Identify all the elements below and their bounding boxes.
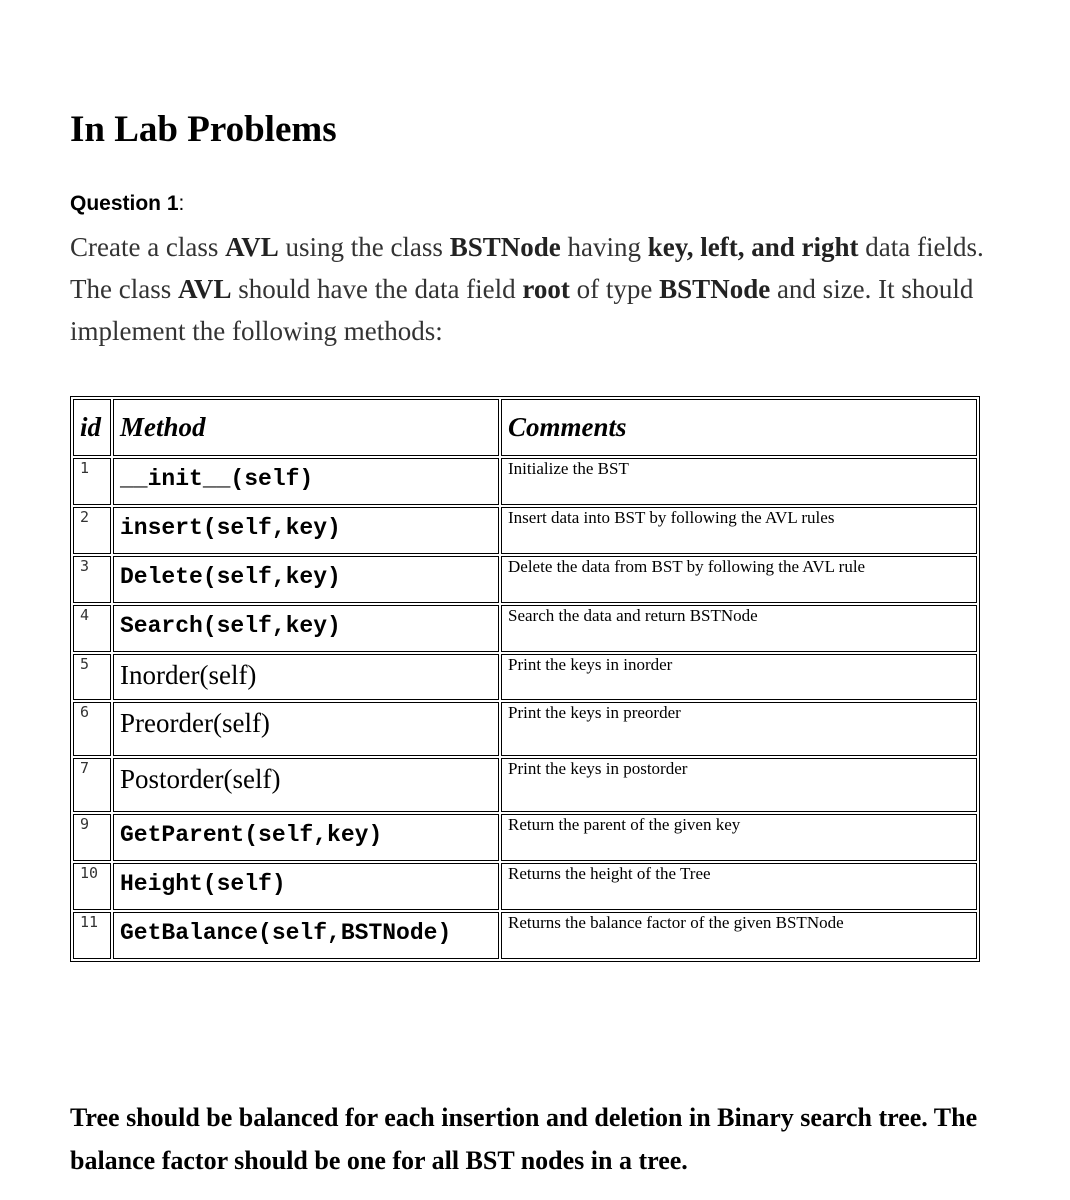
row-comment: Print the keys in inorder [501,654,977,700]
table-header-row [73,399,977,456]
row-method-cell [113,912,499,959]
table-row [73,814,977,861]
row-id: 7 [73,758,111,812]
row-comment: Print the keys in postorder [501,758,977,812]
row-method: Height(self) [120,871,286,897]
row-method: Inorder(self) [120,660,257,690]
row-method-cell [113,458,499,505]
row-id: 4 [73,605,111,652]
row-id: 1 [73,458,111,505]
header-comments: Comments [501,399,977,456]
bold-term: root [522,274,570,304]
row-id: 3 [73,556,111,603]
row-comment: Delete the data from BST by following the AVL rule [501,556,977,603]
table-row [73,702,977,756]
bold-term: AVL [225,232,279,262]
table-row [73,758,977,812]
header-id: id [73,399,111,456]
row-method-cell [113,507,499,554]
section-heading: In Lab Problems [70,109,337,150]
table-row [73,863,977,910]
text-run: of type [569,274,660,304]
row-method: Delete(self,key) [120,564,341,590]
table-row [73,556,977,603]
row-comment: Returns the height of the Tree [501,863,977,910]
row-method: Postorder(self) [120,764,281,794]
bold-term: key, left, and right [647,232,859,262]
text-run: and size. It should implement the following methods: [70,274,974,346]
bold-term: BSTNode [449,232,561,262]
row-method: Search(self,key) [120,613,341,639]
row-id: 5 [73,654,111,700]
row-comment: Initialize the BST [501,458,977,505]
row-method-cell [113,814,499,861]
row-comment: Returns the balance factor of the given BSTNode [501,912,977,959]
row-method: Preorder(self) [120,708,270,738]
row-method-cell [113,863,499,910]
row-method-cell [113,605,499,652]
row-comment: Print the keys in preorder [501,702,977,756]
text-run: data fields. The class [70,232,984,304]
bold-term: AVL [177,274,232,304]
row-comment: Insert data into BST by following the AVL rules [501,507,977,554]
text-run: should have the data field [231,274,523,304]
table-row [73,654,977,700]
row-method-cell [113,556,499,603]
table-row [73,507,977,554]
row-id: 6 [73,702,111,756]
text-run: Create a class [70,232,226,262]
table-row [73,458,977,505]
row-id: 9 [73,814,111,861]
row-id: 2 [73,507,111,554]
row-method: __init__(self) [120,466,314,492]
row-id: 10 [73,863,111,910]
methods-table [70,396,980,962]
row-method-cell [113,758,499,812]
row-method: GetParent(self,key) [120,822,383,848]
question-description [70,226,1000,352]
question-label-text: Question 1 [70,192,179,215]
row-method: GetBalance(self,BSTNode) [120,920,452,946]
table-row [73,912,977,959]
question-label [70,190,184,218]
closing-note: Tree should be balanced for each insertion and deletion in Binary search tree. The balance factor should be one for all BST nodes in a tree. [70,1103,978,1175]
row-id: 11 [73,912,111,959]
row-comment: Return the parent of the given key [501,814,977,861]
row-method-cell [113,702,499,756]
question-label-colon: : [178,192,185,215]
header-method: Method [113,399,499,456]
text-run: using the class [278,232,450,262]
row-method: insert(self,key) [120,515,341,541]
table-row [73,605,977,652]
row-comment: Search the data and return BSTNode [501,605,977,652]
bold-term: BSTNode [659,274,771,304]
row-method-cell [113,654,499,700]
text-run: having [560,232,648,262]
